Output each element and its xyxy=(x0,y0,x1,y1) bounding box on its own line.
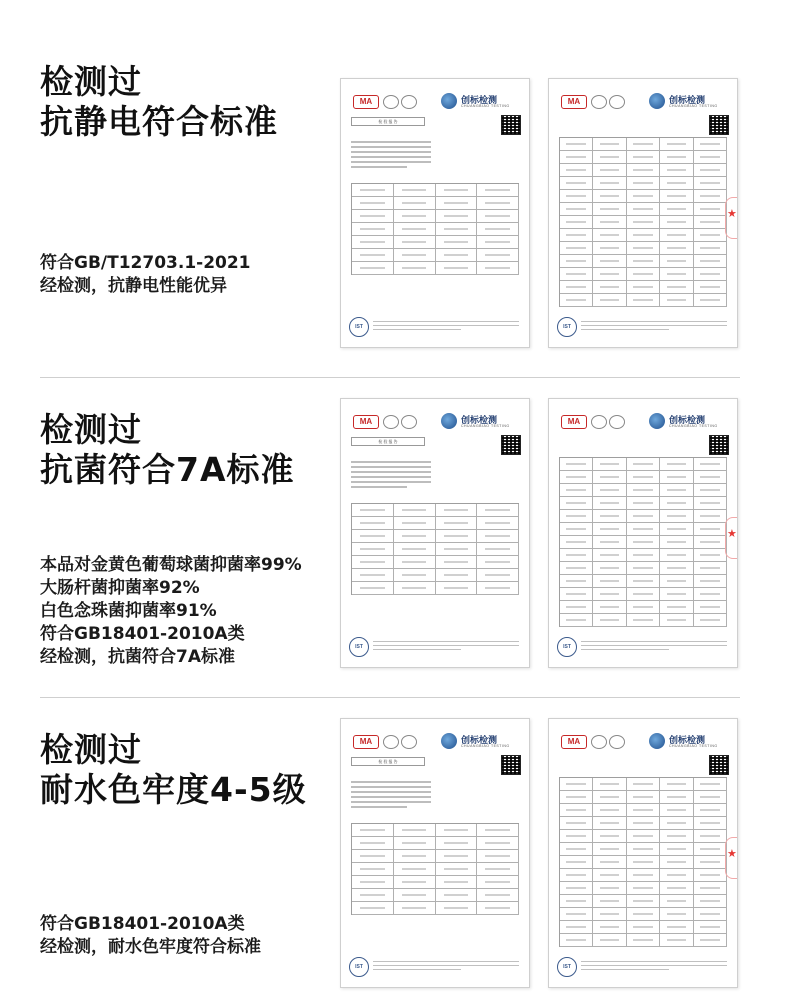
cert-header xyxy=(349,733,521,751)
qr-code-icon xyxy=(501,755,521,775)
logo-circle-icon xyxy=(383,95,399,109)
result-table xyxy=(351,823,519,915)
globe-logo-icon xyxy=(649,93,665,109)
qr-code-icon xyxy=(709,115,729,135)
desc-line: 经检测，抗静电性能优异 xyxy=(40,276,227,296)
org-name: 创标检测 xyxy=(461,95,498,105)
section-headline-2: 抗菌符合7A标准 xyxy=(40,450,295,489)
ma-logo-icon: MA xyxy=(561,735,587,749)
certificate-page-1 xyxy=(340,398,530,668)
globe-logo-icon xyxy=(649,733,665,749)
footer-lines xyxy=(581,321,727,333)
text-lines xyxy=(351,141,431,171)
footer-lines xyxy=(373,321,519,333)
logo-circle-icon xyxy=(401,95,417,109)
logo-circle-icon xyxy=(609,415,625,429)
result-table xyxy=(559,457,727,627)
section-description xyxy=(40,913,261,959)
seal-icon: IST xyxy=(349,637,369,657)
section-headline-1: 检测过 xyxy=(40,62,142,101)
org-sub: CHUANGBIAO TESTING xyxy=(669,104,718,108)
logo-circle-icon xyxy=(609,735,625,749)
org-name: 创标检测 xyxy=(461,415,498,425)
org-sub: CHUANGBIAO TESTING xyxy=(669,424,718,428)
desc-line: 符合GB18401-2010A类 xyxy=(40,914,245,934)
certificate-page-2 xyxy=(548,398,738,668)
qr-code-icon xyxy=(501,115,521,135)
ma-logo-icon: MA xyxy=(353,415,379,429)
report-title: 检 验 报 告 xyxy=(351,757,425,766)
footer-lines xyxy=(373,961,519,973)
seal-icon: IST xyxy=(557,317,577,337)
result-table xyxy=(351,183,519,275)
logo-circle-icon xyxy=(591,415,607,429)
cert-header xyxy=(349,93,521,111)
globe-logo-icon xyxy=(441,93,457,109)
ma-logo-icon: MA xyxy=(353,95,379,109)
certificate-page-1 xyxy=(340,718,530,988)
section-headline-2: 抗静电符合标准 xyxy=(40,102,278,141)
globe-logo-icon xyxy=(441,413,457,429)
logo-circle-icon xyxy=(401,735,417,749)
section-description xyxy=(40,554,302,669)
ma-logo-icon: MA xyxy=(561,415,587,429)
cert-header xyxy=(349,413,521,431)
result-table xyxy=(559,137,727,307)
logo-circle-icon xyxy=(609,95,625,109)
cert-header xyxy=(557,413,729,431)
qr-code-icon xyxy=(501,435,521,455)
ma-logo-icon: MA xyxy=(561,95,587,109)
section-headline-1: 检测过 xyxy=(40,410,142,449)
ma-logo-icon: MA xyxy=(353,735,379,749)
globe-logo-icon xyxy=(441,733,457,749)
logo-circle-icon xyxy=(591,95,607,109)
certificate-page-1 xyxy=(340,78,530,348)
desc-line: 经检测，耐水色牢度符合标准 xyxy=(40,937,261,957)
footer-lines xyxy=(581,961,727,973)
seal-icon: IST xyxy=(557,957,577,977)
logo-circle-icon xyxy=(401,415,417,429)
section-antistatic xyxy=(0,0,790,378)
star-icon: ★ xyxy=(727,848,737,860)
logo-circle-icon xyxy=(383,735,399,749)
footer-lines xyxy=(373,641,519,653)
desc-line: 白色念珠菌抑菌率91% xyxy=(40,601,217,621)
result-table xyxy=(351,503,519,595)
org-name: 创标检测 xyxy=(669,735,706,745)
section-colorfastness xyxy=(0,698,790,1005)
org-name: 创标检测 xyxy=(669,415,706,425)
desc-line: 符合GB18401-2010A类 xyxy=(40,624,245,644)
section-headline-2: 耐水色牢度4-5级 xyxy=(40,770,307,809)
section-description xyxy=(40,252,251,298)
section-headline-1: 检测过 xyxy=(40,730,142,769)
report-title: 检 验 报 告 xyxy=(351,437,425,446)
seal-icon: IST xyxy=(349,957,369,977)
section-antibacterial xyxy=(0,378,790,698)
org-name: 创标检测 xyxy=(669,95,706,105)
cert-header xyxy=(557,733,729,751)
org-sub: CHUANGBIAO TESTING xyxy=(461,104,510,108)
cert-header xyxy=(557,93,729,111)
org-sub: CHUANGBIAO TESTING xyxy=(669,744,718,748)
footer-lines xyxy=(581,641,727,653)
qr-code-icon xyxy=(709,435,729,455)
org-name: 创标检测 xyxy=(461,735,498,745)
globe-logo-icon xyxy=(649,413,665,429)
report-title: 检 验 报 告 xyxy=(351,117,425,126)
desc-line: 经检测，抗菌符合7A标准 xyxy=(40,647,235,667)
org-sub: CHUANGBIAO TESTING xyxy=(461,744,510,748)
result-table xyxy=(559,777,727,947)
logo-circle-icon xyxy=(591,735,607,749)
certificate-page-2 xyxy=(548,78,738,348)
text-lines xyxy=(351,781,431,811)
org-sub: CHUANGBIAO TESTING xyxy=(461,424,510,428)
seal-icon: IST xyxy=(557,637,577,657)
qr-code-icon xyxy=(709,755,729,775)
certificate-page-2 xyxy=(548,718,738,988)
seal-icon: IST xyxy=(349,317,369,337)
desc-line: 大肠杆菌抑菌率92% xyxy=(40,578,200,598)
star-icon: ★ xyxy=(727,208,737,220)
desc-line: 本品对金黄色葡萄球菌抑菌率99% xyxy=(40,555,302,575)
desc-line: 符合GB/T12703.1-2021 xyxy=(40,253,251,273)
star-icon: ★ xyxy=(727,528,737,540)
text-lines xyxy=(351,461,431,491)
logo-circle-icon xyxy=(383,415,399,429)
